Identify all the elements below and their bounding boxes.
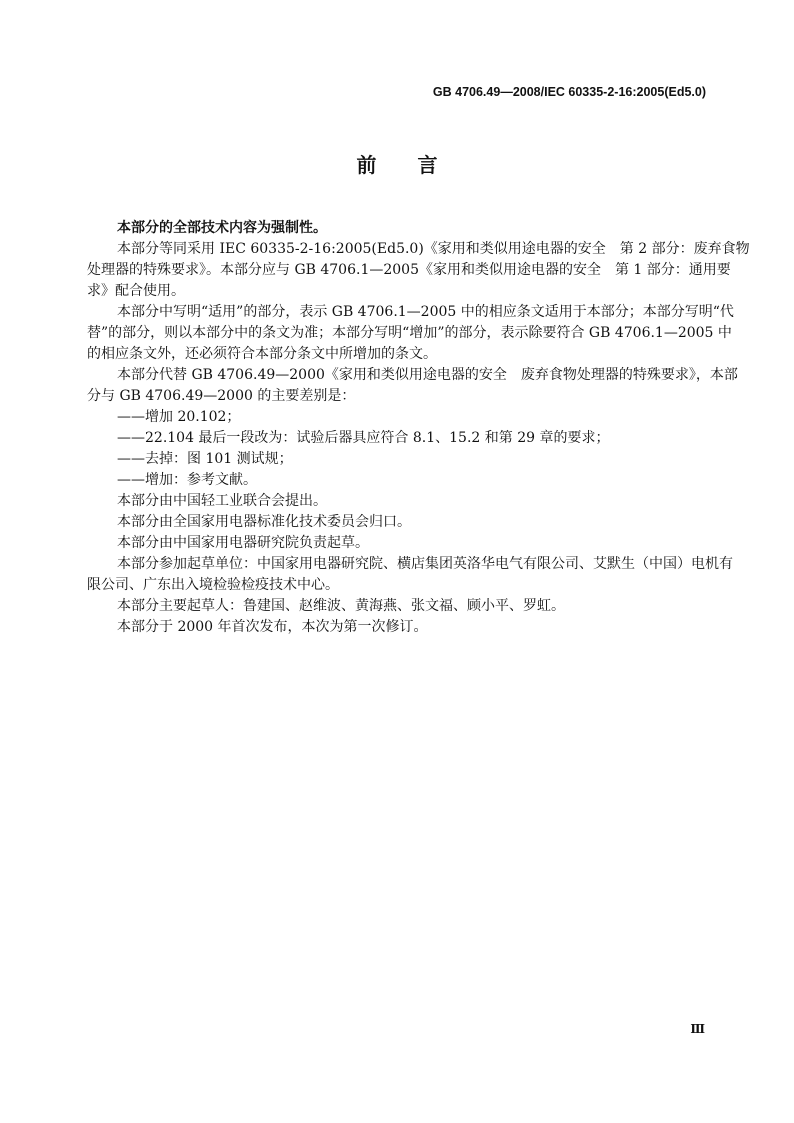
paragraph-line: 求》配合使用。 bbox=[87, 283, 185, 299]
paragraph-line: 处理器的特殊要求》。本部分应与 GB 4706.1—2005《家用和类似用途电器的安全 第 1 部分：通用要 bbox=[87, 262, 731, 278]
foreword-body bbox=[87, 218, 750, 638]
paragraph-line: 本部分参加起草单位：中国家用电器研究院、横店集团英洛华电气有限公司、艾默生（中国）电机有 bbox=[117, 556, 733, 572]
page-number: Ⅲ bbox=[690, 1022, 705, 1036]
list-item: ——22.104 最后一段改为：试验后器具应符合 8.1、15.2 和第 29 章的要求； bbox=[117, 430, 610, 446]
paragraph-line: 限公司、广东出入境检验检疫技术中心。 bbox=[87, 577, 339, 593]
differences-list bbox=[87, 407, 707, 491]
list-item: ——增加 20.102； bbox=[117, 409, 241, 425]
history-statement: 本部分于 2000 年首次发布，本次为第一次修订。 bbox=[117, 619, 428, 635]
paragraph-line: 分与 GB 4706.49—2000 的主要差别是： bbox=[87, 388, 356, 404]
paragraph-line: 本部分等同采用 IEC 60335-2-16:2005(Ed5.0)《家用和类似用途电器的安全 第 2 部分：废弃食物 bbox=[117, 241, 750, 257]
proposed-by-statement: 本部分由中国轻工业联合会提出。 bbox=[117, 493, 327, 509]
paragraph-line: 本部分中写明“适用”的部分，表示 GB 4706.1—2005 中的相应条文适用于本部分；本部分写明“代 bbox=[117, 304, 734, 320]
mandatory-statement: 本部分的全部技术内容为强制性。 bbox=[117, 220, 327, 236]
usage-paragraph bbox=[87, 302, 734, 365]
drafted-by-statement: 本部分由中国家用电器研究院负责起草。 bbox=[117, 535, 369, 551]
page-title: 前 言 bbox=[356, 153, 438, 177]
adoption-paragraph bbox=[87, 239, 750, 302]
paragraph-line: 的相应条文外，还必须符合本部分条文中所增加的条文。 bbox=[87, 346, 437, 362]
list-item: ——增加：参考文献。 bbox=[117, 472, 257, 488]
paragraph-line: 本部分代替 GB 4706.49—2000《家用和类似用途电器的安全 废弃食物处理器的特殊要求》，本部 bbox=[117, 367, 738, 383]
centralized-by-statement: 本部分由全国家用电器标准化技术委员会归口。 bbox=[117, 514, 411, 530]
paragraph-line: 替”的部分，则以本部分中的条文为准；本部分写明“增加”的部分，表示除要符合 GB 4706.1—2005 中 bbox=[87, 325, 732, 341]
drafters-statement: 本部分主要起草人：鲁建国、赵维波、黄海燕、张文福、顾小平、罗虹。 bbox=[117, 598, 565, 614]
replacement-paragraph bbox=[87, 365, 738, 407]
list-item: ——去掉：图 101 测试规； bbox=[117, 451, 293, 467]
standard-code-header: GB 4706.49—2008/IEC 60335-2-16:2005(Ed5.0) bbox=[432, 85, 706, 99]
participants-paragraph bbox=[87, 554, 733, 596]
